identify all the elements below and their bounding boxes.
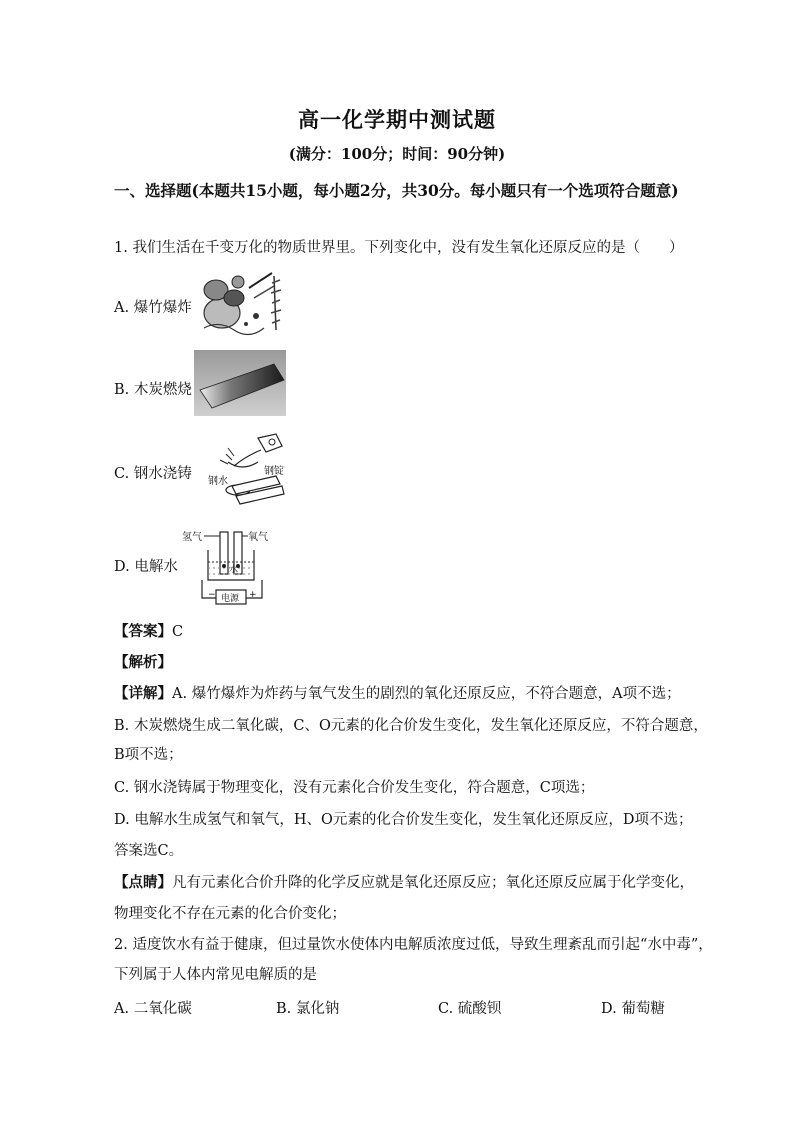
question-2-stem-1: 2. 适度饮水有益于健康，但过量饮水使体内电解质浓度过低，导致生理紊乱而引起“水中毒”，: [114, 937, 713, 953]
option-a-label: A. 爆竹爆炸: [114, 300, 192, 316]
power-source-label: 电源: [221, 594, 240, 604]
section-heading: 一、选择题(本题共15小题，每小题2分，共30分。每小题只有一个选项符合题意): [114, 181, 679, 200]
water-label: 水: [229, 565, 239, 575]
analysis-tag: 【解析】: [114, 654, 172, 671]
plus-sign: +: [249, 590, 257, 600]
charcoal-image: [194, 350, 286, 416]
option-c-label: C. 钢水浇铸: [114, 466, 192, 482]
detail-line-1: 【详解】A. 爆竹爆炸为炸药与氧气发生的剧烈的氧化还原反应，不符合题意，A项不选；: [114, 685, 681, 702]
electrolysis-image: [182, 528, 292, 608]
point-line-2: 物理变化不存在元素的化合价变化；: [114, 906, 346, 922]
answer-line: [114, 622, 183, 642]
q2-choice-c: C. 硫酸钡: [438, 1001, 502, 1017]
answer-tag: 【答案】: [114, 623, 172, 640]
option-b-label: B. 木炭燃烧: [114, 382, 192, 398]
steel-water-label: 钢水: [208, 476, 228, 487]
detail-tag: 【详解】: [114, 685, 172, 702]
point-tag: 【点睛】: [114, 874, 172, 891]
q2-choice-b: B. 氯化钠: [276, 1001, 340, 1017]
detail-line-4: C. 钢水浇铸属于物理变化，没有元素化合价发生变化，符合题意，C项选；: [114, 780, 595, 796]
answer-value: C: [172, 624, 184, 640]
minus-sign: −: [208, 590, 216, 600]
detail-line-6: 答案选C。: [114, 843, 184, 859]
q2-choice-d: D. 葡萄糖: [601, 1001, 665, 1017]
oxygen-label: 氧气: [248, 532, 268, 543]
steel-ingot-label: 钢锭: [264, 466, 284, 477]
page-subtitle: (满分：100分；时间：90分钟): [288, 145, 506, 163]
detail-line-5: D. 电解水生成氢气和氧气，H、O元素的化合价发生变化，发生氧化还原反应，D项不选；: [114, 812, 693, 828]
question-1-stem: 1. 我们生活在千变万化的物质世界里。下列变化中，没有发生氧化还原反应的是（ ）: [114, 240, 684, 256]
point-line-1: 【点睛】凡有元素化合价升降的化学反应就是氧化还原反应；氧化还原反应属于化学变化，: [114, 874, 694, 891]
question-2-stem-2: 下列属于人体内常见电解质的是: [114, 967, 317, 983]
option-d-label: D. 电解水: [114, 559, 178, 575]
q2-choice-a: A. 二氧化碳: [114, 1001, 192, 1017]
detail-line-2: B. 木炭燃烧生成二氧化碳，C、O元素的化合价发生变化，发生氧化还原反应，不符合题意，: [114, 718, 708, 734]
hydrogen-label: 氢气: [182, 532, 202, 543]
firecracker-image: [194, 268, 286, 338]
page-title: 高一化学期中测试题: [298, 107, 496, 132]
steel-pouring-image: [206, 432, 294, 506]
detail-line-3: B项不选；: [114, 747, 183, 763]
